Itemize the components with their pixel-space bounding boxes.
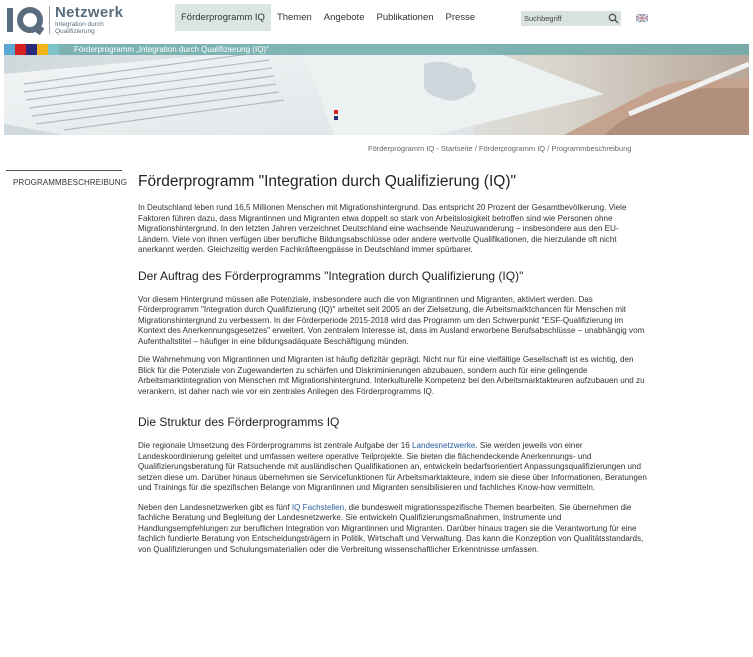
auftrag-paragraph-2: Die Wahrnehmung von Migrantinnen und Migranten ist häufig defizitär geprägt. Nicht nur für eine vielfältige Gesellschaft ist es wichtig, den Blick für die Potenziale von Zugewanderten zu schärfen und Diskriminierungen abzubauen, sondern auch für eine gelingende Arbeitsmarktintegration von Menschen mit Migrationshintergrund. Interkulturelle Kompetenz bei den Arbeitsmarktakteuren aufzubauen und zu verankern, ist daher nach wie vor ein zentrales Anliegen des Förderprogramms IQ.	[138, 355, 645, 396]
site-header	[0, 0, 753, 40]
color-block-teal	[48, 44, 59, 55]
nav-item-presse[interactable]: Presse	[445, 12, 476, 23]
color-block-blue	[4, 44, 15, 55]
nav-item-publikationen[interactable]: Publikationen	[376, 12, 434, 23]
section-heading-struktur: Die Struktur des Förderprogramms IQ	[138, 415, 340, 429]
struktur-paragraph-1	[138, 441, 650, 494]
iq-fachstellen-link[interactable]: IQ Fachstellen	[291, 502, 345, 512]
sidebar-item-programmbeschreibung[interactable]: PROGRAMMBESCHREIBUNG	[13, 178, 128, 187]
struktur-p2-text-before: Neben den Landesnetzwerken gibt es fünf	[138, 502, 292, 512]
logo-divider	[49, 6, 50, 34]
nav-item-foerderprogramm[interactable]: Förderprogramm IQ	[175, 4, 271, 31]
hero-image	[4, 44, 749, 135]
landesnetzwerke-link[interactable]: Landesnetzwerke	[411, 441, 476, 450]
struktur-paragraph-2	[138, 503, 650, 556]
search-icon[interactable]	[608, 13, 619, 24]
logo-subtitle: Integration durch Qualifizierung	[55, 21, 104, 35]
struktur-p2-text-after: , die bundesweit migrationsspezifische Themen bearbeiten. Sie übernehmen die fachliche Beratung und Begleitung der Landesnetzwerke. Sie entwickeln Qualifizierungsmaßnahmen, Instrumente und Handlungsempfehlungen zur beruflichen Integration von Migrantinnen und Migranten. Darüber hinaus tragen sie die Verantwortung für eine fachlich fundierte Beratung von Entscheidungsträgern in Politik, Wirtschaft und Verwaltung. Das kann die Konzeption von Qualitätsstandards, von Qualifizierungen und Schulungsmaterialien oder die Verbreitung wissenschaftlicher Erkenntnisse umfassen.	[138, 502, 644, 554]
hero-title-bar	[59, 44, 749, 55]
nav-item-angebote[interactable]: Angebote	[323, 12, 365, 23]
page-title: Förderprogramm "Integration durch Qualifizierung (IQ)"	[138, 173, 516, 190]
struktur-p1-text-after: . Sie werden jeweils von einer Landeskoordinierung geleitet und umfassen weitere operative Teilprojekte. Sie bieten die flächendeckende Anerkennungs- und Qualifizierungsberatung für Ratsuchende mit ausländischen Qualifikationen an, entwickeln bedarfsorientiert Anpassungsqualifizierungen und setzen diese um. Darüber hinaus übernehmen sie Servicefunktionen für Arbeitsmarktakteure, indem sie diese über Informationen, Beratungen und Trainings für die spezifischen Belange von Migrantinnen und Migranten sensibilisieren und fachliches Know-how vermitteln.	[138, 441, 647, 492]
nav-item-themen[interactable]: Themen	[276, 12, 312, 23]
color-block-yellow	[37, 44, 48, 55]
search-input[interactable]	[524, 11, 606, 26]
auftrag-paragraph-1: Vor diesem Hintergrund müssen alle Potenziale, insbesondere auch die von Migrantinnen und Migranten, aktiviert werden. Das Förderprogramm "Integration durch Qualifizierung (IQ)" arbeitet seit 2005 an der Zielsetzung, die Arbeitsmarktchancen für Menschen mit Migrationshintergrund zu verbessern. In der Förderperiode 2015-2018 wird das Programm um den Schwerpunkt "ESF-Qualifizierung im Kontext des Anerkennungsgesetzes" erweitert. Von zentralem Interesse ist, dass im Ausland erworbene Berufsabschlüsse – unabhängig vom Aufenthaltstitel – häufiger in eine bildungsadäquate Beschäftigung münden.	[138, 294, 645, 346]
color-block-navy	[26, 44, 37, 55]
hero-title: Förderprogramm „Integration durch Qualifizierung (IQ)“	[74, 45, 269, 54]
main-content	[138, 172, 650, 555]
iq-logo-mark-icon	[6, 5, 44, 35]
uk-flag-icon[interactable]	[636, 14, 648, 22]
sidebar	[6, 170, 128, 187]
iq-netzwerk-logo[interactable]	[6, 3, 124, 37]
intro-paragraph: In Deutschland leben rund 16,5 Millionen Menschen mit Migrationshintergrund. Das entspricht 20 Prozent der Gesamtbevölkerung. Viele Faktoren führen dazu, dass Migrantinnen und Migranten etwa doppelt so stark von Arbeitslosigkeit betroffen sind wie Personen ohne Migrationshintergrund. In den letzten Jahren verzeichnet Deutschland eine wachsende Neuzuwanderung – insbesondere aus den EU-Ländern. Viele von ihnen verfügen über berufliche Bildungsabschlüsse oder andere wertvolle Qualifikationen, die hierzulande oft nicht anerkannt werden. Gleichzeitig werden Fachkräfteengpässe in Deutschland immer spürbarer.	[138, 203, 627, 254]
logo-name: Netzwerk	[55, 4, 124, 21]
color-block-red	[15, 44, 26, 55]
main-nav	[175, 4, 481, 31]
hero-banner	[4, 44, 749, 135]
search-box	[521, 11, 621, 26]
brand-color-bar	[4, 44, 59, 55]
struktur-p1-text-before: Die regionale Umsetzung des Förderprogramms ist zentrale Aufgabe der 16	[138, 441, 412, 450]
section-heading-auftrag: Der Auftrag des Förderprogramms "Integration durch Qualifizierung (IQ)"	[138, 268, 524, 283]
breadcrumb[interactable]: Förderprogramm IQ - Startseite / Förderprogramm IQ / Programmbeschreibung	[368, 144, 632, 153]
sidebar-divider	[6, 170, 122, 171]
